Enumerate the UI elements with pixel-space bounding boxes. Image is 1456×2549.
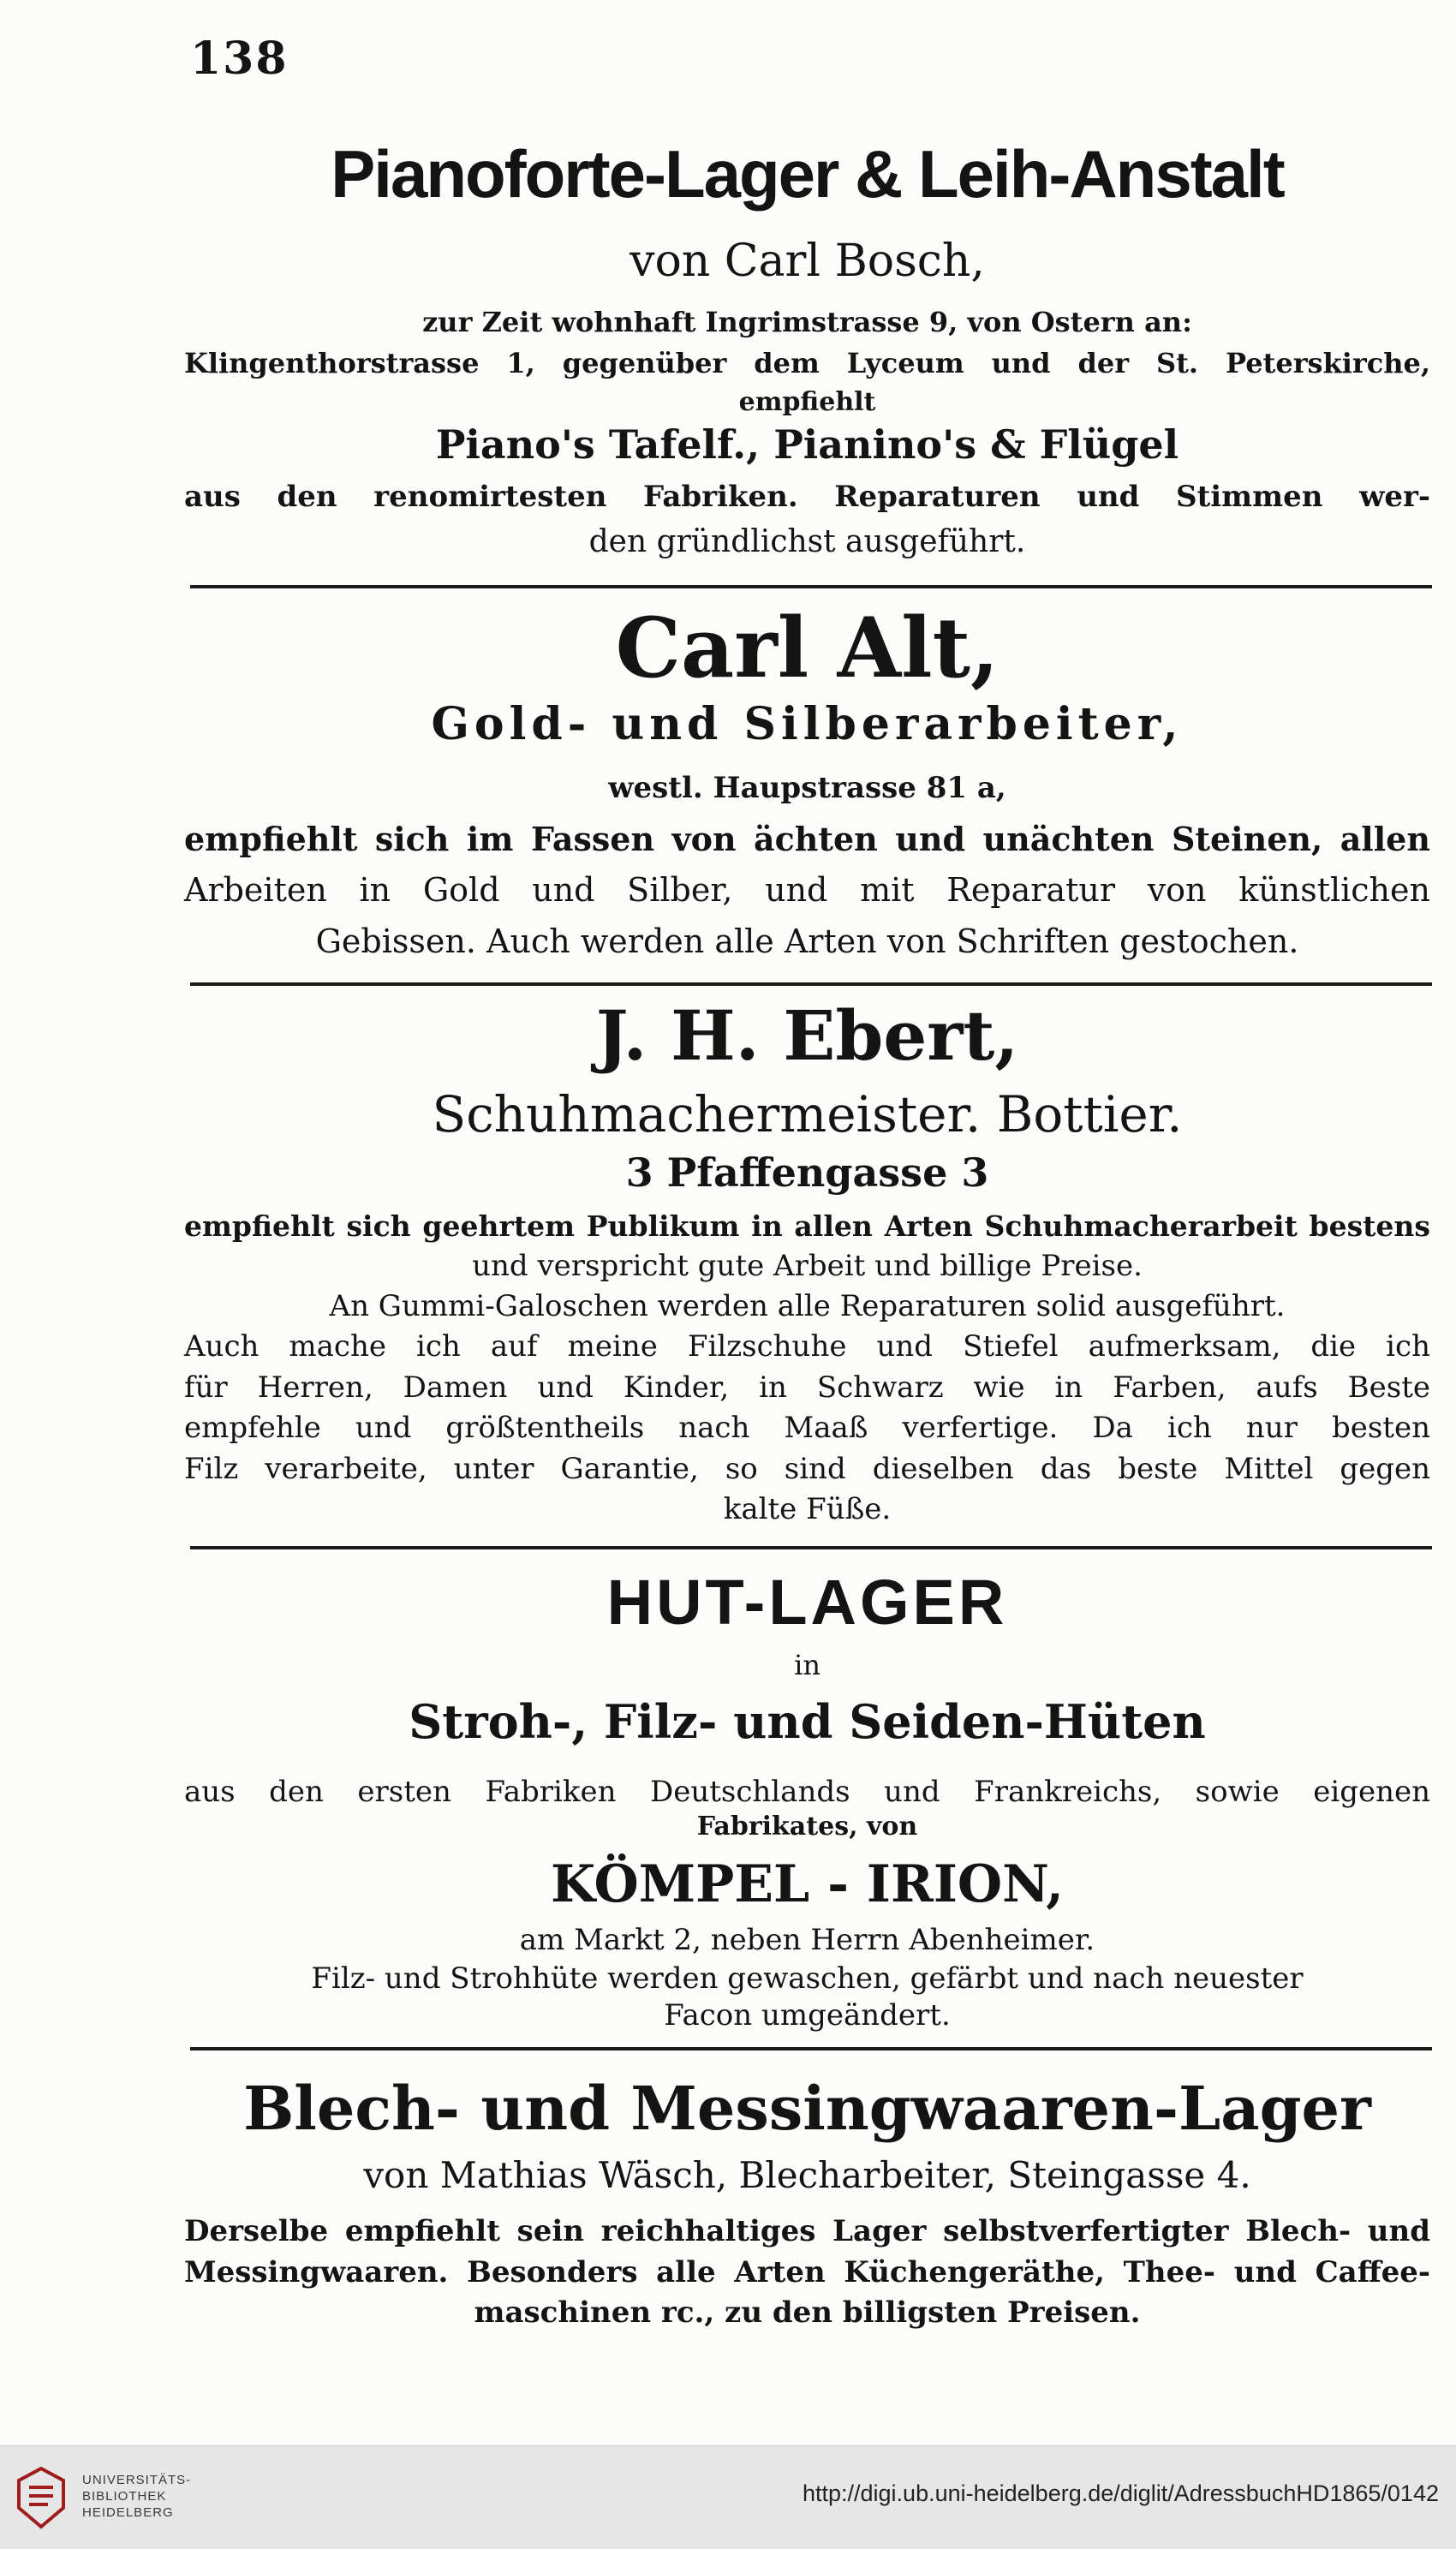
page-number: 138 bbox=[190, 33, 289, 85]
ad2-line2: Arbeiten in Gold und Silber, und mit Reparatur von künstlichen bbox=[184, 871, 1430, 909]
footer-bar bbox=[0, 2445, 1456, 2549]
divider bbox=[190, 1546, 1432, 1549]
divider bbox=[190, 982, 1432, 986]
ad4-title: HUT-LAGER bbox=[606, 1567, 1008, 1638]
ad5-line2: Messingwaaren. Besonders alle Arten Küchengeräthe, Thee- und Caffee- bbox=[184, 2255, 1430, 2289]
ad3-line1: empfiehlt sich geehrtem Publikum in allen Arten Schuhmacherarbeit bestens bbox=[184, 1209, 1430, 1243]
ad2-line3: Gebissen. Auch werden alle Arten von Schriften gestochen. bbox=[315, 922, 1299, 960]
divider bbox=[190, 2047, 1432, 2051]
library-logo-text bbox=[82, 2472, 191, 2521]
ad1-line4: Piano's Tafelf., Pianino's & Flügel bbox=[435, 421, 1179, 468]
ad4-line4: Facon umgeändert. bbox=[664, 1998, 951, 2033]
ad2-name: Carl Alt, bbox=[615, 600, 1000, 696]
ad4-subtitle: Stroh-, Filz- und Seiden-Hüten bbox=[409, 1694, 1206, 1749]
ad3-trade: Schuhmachermeister. Bottier. bbox=[432, 1085, 1183, 1143]
ad2-line1: empfiehlt sich im Fassen von ächten und unächten Steinen, allen bbox=[184, 820, 1430, 858]
ad4-line1: aus den ersten Fabriken Deutschlands und Frankreichs, sowie eigenen bbox=[184, 1775, 1430, 1809]
ad2-address: westl. Haupstrasse 81 a, bbox=[608, 771, 1006, 805]
source-url-link[interactable]: http://digi.ub.uni-heidelberg.de/diglit/AdressbuchHD1865/0142 bbox=[802, 2480, 1439, 2506]
ad1-line5: aus den renomirtesten Fabriken. Reparaturen und Stimmen wer- bbox=[184, 480, 1430, 514]
ad3-line2: und verspricht gute Arbeit und billige Preise. bbox=[472, 1249, 1143, 1283]
ad5-line3: maschinen rc., zu den billigsten Preisen. bbox=[474, 2295, 1141, 2330]
ad5-owner: von Mathias Wäsch, Blecharbeiter, Steingasse 4. bbox=[363, 2154, 1251, 2196]
ad2-trade: Gold- und Silberarbeiter, bbox=[431, 698, 1184, 750]
logo-line-2: BIBLIOTHEK bbox=[82, 2489, 167, 2504]
logo-line-3: HEIDELBERG bbox=[82, 2505, 174, 2520]
ad4-in: in bbox=[794, 1649, 820, 1681]
ad3-line8: kalte Füße. bbox=[723, 1492, 892, 1526]
ad3-line5: für Herren, Damen und Kinder, in Schwarz wie in Farben, aufs Beste bbox=[184, 1370, 1430, 1405]
ad1-title: Pianoforte-Lager & Leih-Anstalt bbox=[331, 136, 1284, 212]
ad4-firm: KÖMPEL - IRION, bbox=[550, 1854, 1065, 1914]
ad1-line3: empfiehlt bbox=[738, 387, 876, 417]
ad5-title: Blech- und Messingwaaren-Lager bbox=[243, 2073, 1371, 2144]
ad5-line1: Derselbe empfiehlt sein reichhaltiges Lager selbstverfertigter Blech- und bbox=[184, 2214, 1430, 2248]
ad4-line3: Filz- und Strohhüte werden gewaschen, gefärbt und nach neuester bbox=[311, 1961, 1304, 1996]
ad1-line1: zur Zeit wohnhaft Ingrimstrasse 9, von Ostern an: bbox=[422, 306, 1192, 338]
ad3-line6: empfehle und größtentheils nach Maaß verfertige. Da ich nur besten bbox=[184, 1411, 1430, 1445]
ad3-line7: Filz verarbeite, unter Garantie, so sind dieselben das beste Mittel gegen bbox=[184, 1452, 1430, 1486]
ad3-address: 3 Pfaffengasse 3 bbox=[625, 1149, 989, 1196]
ad1-line2: Klingenthorstrasse 1, gegenüber dem Lyceum und der St. Peterskirche, bbox=[184, 347, 1430, 379]
ad3-line4: Auch mache ich auf meine Filzschuhe und Stiefel aufmerksam, die ich bbox=[184, 1329, 1430, 1364]
ad1-line6: den gründlichst ausgeführt. bbox=[588, 524, 1026, 559]
logo-line-1: UNIVERSITÄTS- bbox=[82, 2473, 192, 2487]
ad4-address: am Markt 2, neben Herrn Abenheimer. bbox=[519, 1923, 1095, 1957]
divider bbox=[190, 585, 1432, 588]
ad3-name: J. H. Ebert, bbox=[595, 995, 1019, 1076]
ad1-owner: von Carl Bosch, bbox=[630, 236, 985, 287]
ad3-line3: An Gummi-Galoschen werden alle Reparaturen solid ausgeführt. bbox=[329, 1289, 1286, 1323]
ad4-line2: Fabrikates, von bbox=[696, 1812, 918, 1842]
library-logo-icon bbox=[14, 2465, 69, 2530]
